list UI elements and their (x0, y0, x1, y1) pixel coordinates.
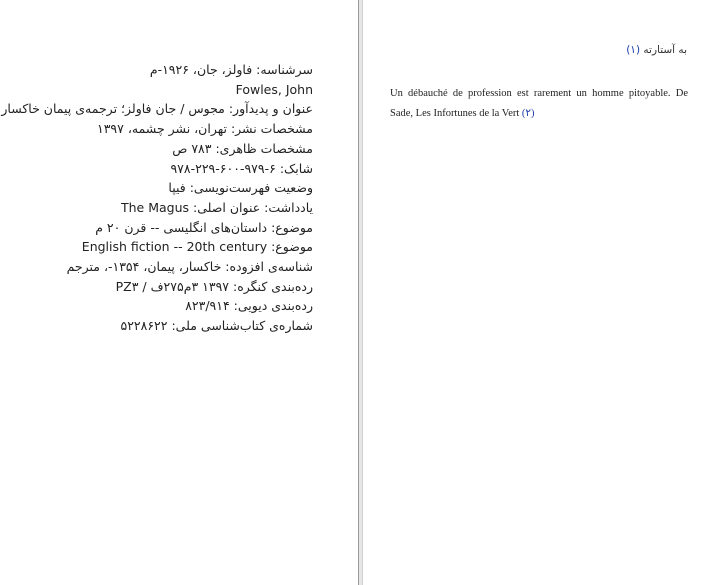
cip-national-bibliography-number: شماره‌ی کتاب‌شناسی ملی: ۵۲۲۸۶۲۲ (120, 318, 313, 334)
cip-title-statement: عنوان و پدیدآور: مجوس / جان فاولز؛ ترجمه‌ی پیمان خاکسار (1, 101, 313, 117)
dedication-text: به آستارته (643, 44, 687, 56)
cip-lc-classification: رده‌بندی کنگره: ۱۳۹۷ ۳م۲۷۵ف / PZ۳ (115, 278, 313, 294)
cip-note: یادداشت: عنوان اصلی: The Magus (120, 199, 313, 215)
epigraph-text: Un débauché de profession est rarement un homme pitoyable. De Sade, Les Infortunes de la Vert (390, 88, 688, 119)
left-page (0, 0, 359, 585)
cip-subject-english: موضوع: English fiction -- 20th century (81, 239, 313, 255)
cip-isbn: شابک: ۶-۹۷۹-۶۰۰-۲۲۹-۹۷۸ (170, 160, 313, 176)
cip-added-entry: شناسه‌ی افزوده: خاکسار، پیمان، ۱۳۵۴-، مترجم (66, 259, 313, 275)
cip-author-latin: Fowles, John (235, 81, 313, 97)
dedication-note-link[interactable]: (۱) (626, 44, 641, 56)
cip-publication: مشخصات نشر: تهران، نشر چشمه، ۱۳۹۷ (97, 121, 313, 137)
cip-subject-persian: موضوع: داستان‌های انگلیسی -- قرن ۲۰ م (95, 219, 313, 235)
cataloging-in-publication-block (0, 60, 313, 336)
epigraph (390, 84, 688, 124)
epigraph-note-link[interactable]: (۲) (521, 108, 535, 119)
dedication (626, 44, 687, 56)
cip-dewey-classification: رده‌بندی دیویی: ۸۲۳/۹۱۴ (185, 298, 313, 314)
cip-physical-description: مشخصات ظاهری: ۷۸۳ ص (172, 140, 313, 156)
cip-heading: سرشناسه: فاولز، جان، ۱۹۲۶-م (149, 62, 313, 77)
cip-cataloging-status: وضعیت فهرست‌نویسی: فیپا (168, 180, 313, 196)
